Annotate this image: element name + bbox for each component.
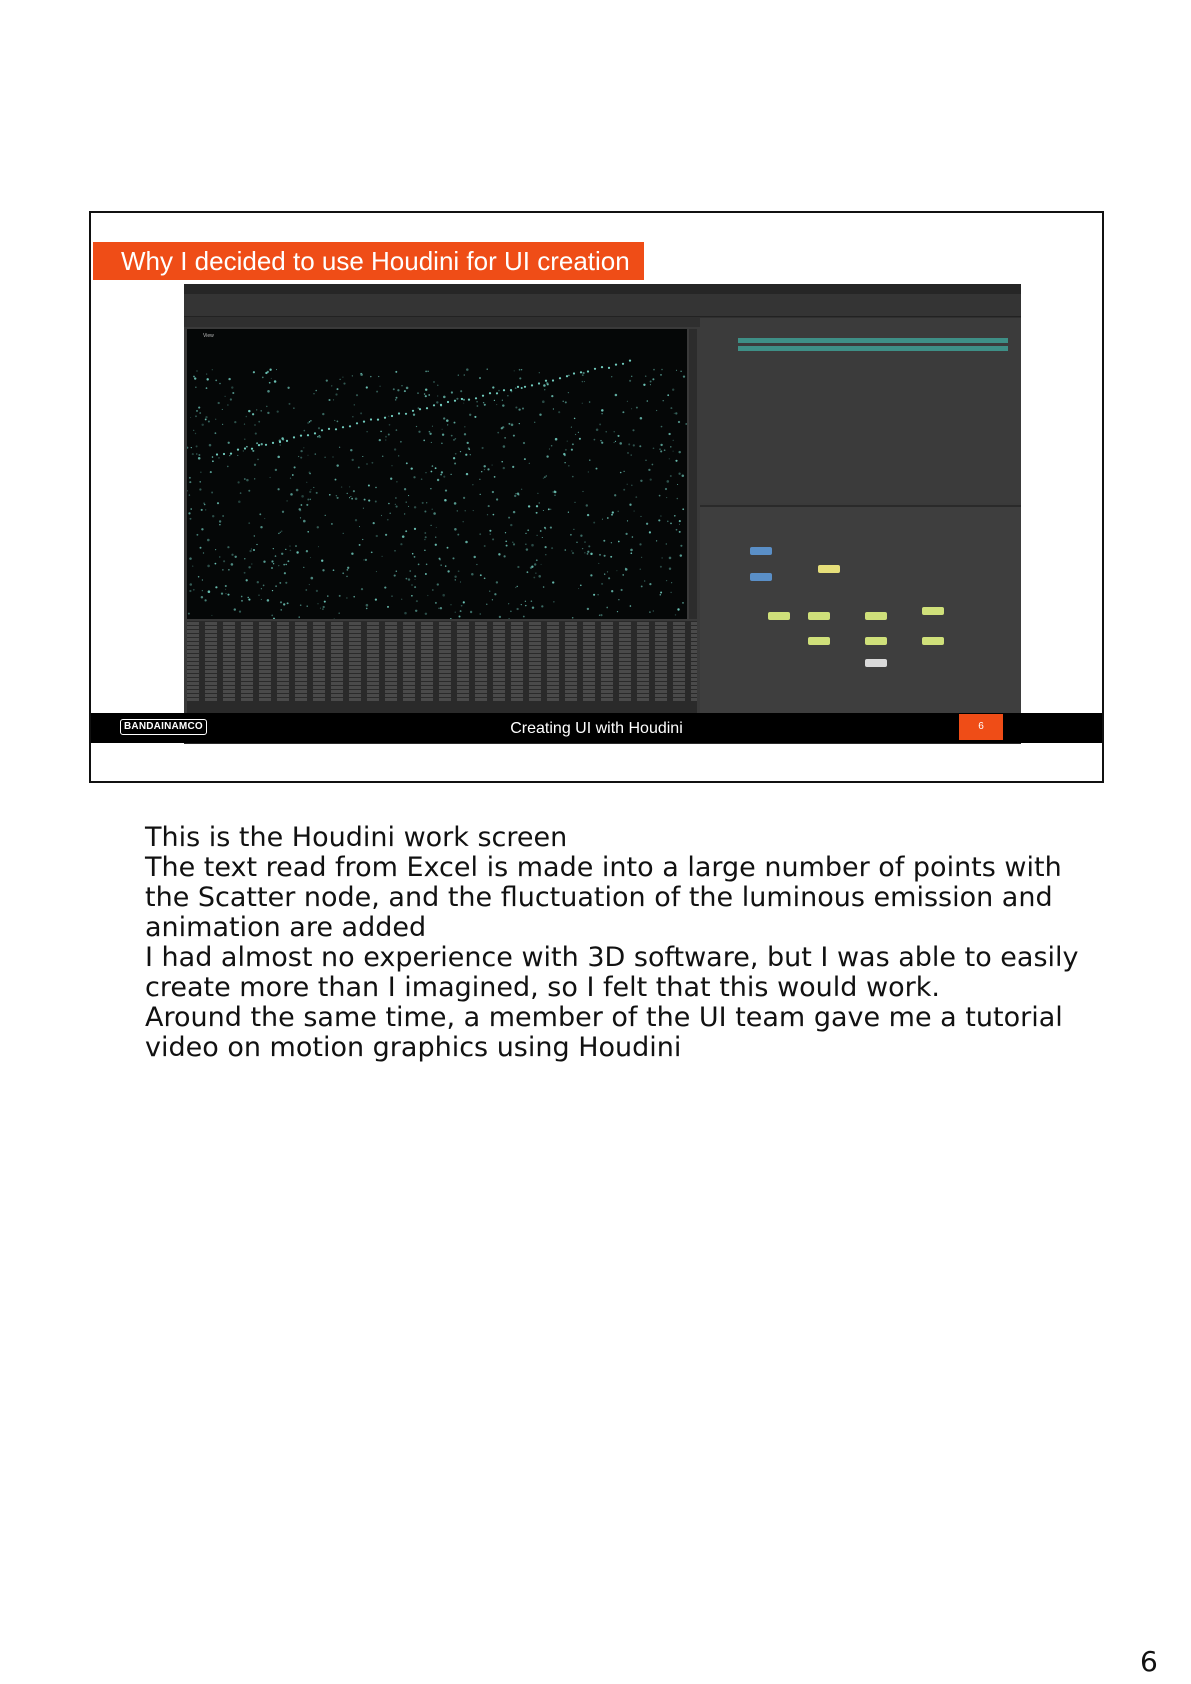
spreadsheet-row: [187, 678, 697, 681]
spreadsheet-row: [187, 686, 697, 689]
network-node: [922, 637, 944, 645]
parameter-panel: [700, 318, 1021, 503]
spreadsheet-row: [187, 682, 697, 685]
note-line: Around the same time, a member of the UI team gave me a tutorial video on motion graphics using Houdini: [145, 1002, 1063, 1063]
spreadsheet-row: [187, 626, 697, 629]
spreadsheet-row: [187, 690, 697, 693]
note-line: I had almost no experience with 3D software, but I was able to easily create more than I imagined, so I felt that this would work.: [145, 942, 1079, 1003]
slide-footer: [91, 713, 1102, 743]
spreadsheet-row: [187, 650, 697, 653]
network-node: [808, 637, 830, 645]
spreadsheet-row: [187, 694, 697, 697]
network-node: [768, 612, 790, 620]
houdini-shelf: [184, 294, 1021, 317]
spreadsheet-row: [187, 654, 697, 657]
network-node: [818, 565, 840, 573]
network-node: [922, 607, 944, 615]
viewport-label: View: [203, 333, 214, 339]
houdini-menubar: [184, 284, 1021, 294]
spreadsheet-row: [187, 642, 697, 645]
slide-title: Why I decided to use Houdini for UI creation: [93, 242, 644, 280]
spreadsheet-row: [187, 638, 697, 641]
particle-cloud: [187, 329, 687, 619]
houdini-screenshot: [184, 284, 1021, 744]
spreadsheet-row: [187, 670, 697, 673]
network-node: [865, 637, 887, 645]
page-number: 6: [1140, 1645, 1158, 1678]
spreadsheet-row: [187, 634, 697, 637]
network-node: [750, 573, 772, 581]
network-node: [865, 612, 887, 620]
spreadsheet-row: [187, 622, 697, 625]
speaker-notes: [145, 823, 1105, 1063]
slide-number-badge: 6: [959, 714, 1003, 740]
spreadsheet-row: [187, 630, 697, 633]
spreadsheet-row: [187, 646, 697, 649]
note-line: This is the Houdini work screen: [145, 822, 568, 853]
spreadsheet-row: [187, 662, 697, 665]
slide: [89, 211, 1104, 783]
note-line: The text read from Excel is made into a large number of points with the Scatter node, and the fluctuation of the luminous emission and animation are added: [145, 852, 1062, 943]
param-row: [738, 338, 1008, 343]
footer-title: Creating UI with Houdini: [510, 720, 683, 737]
spreadsheet-row: [187, 698, 697, 701]
spreadsheet-row: [187, 666, 697, 669]
node-network: [700, 505, 1021, 730]
network-node: [808, 612, 830, 620]
brand-logo: BANDAINAMCO: [120, 719, 207, 735]
network-node: [865, 659, 887, 667]
param-row: [738, 346, 1008, 351]
scene-viewport: [187, 329, 687, 619]
spreadsheet-row: [187, 674, 697, 677]
spreadsheet-row: [187, 658, 697, 661]
geometry-spreadsheet: [187, 621, 697, 728]
viewport-tools: [689, 329, 697, 619]
network-node: [750, 547, 772, 555]
